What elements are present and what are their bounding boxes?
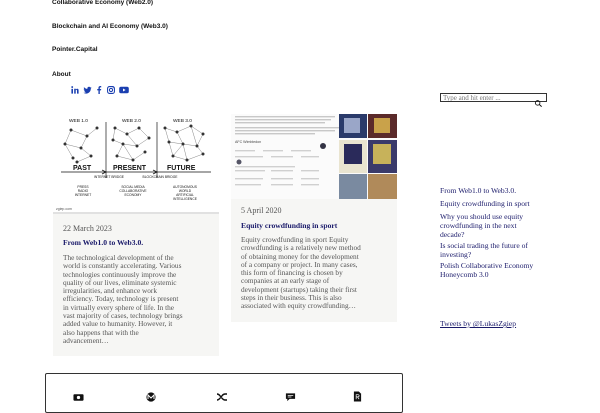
recent-post-link[interactable]: Is social trading the future of investing? xyxy=(440,241,528,259)
recent-post-link[interactable]: Polish Collaborative Economy Honeycomb 3.0 xyxy=(440,261,534,279)
menu-item-web3[interactable]: Blockchain and AI Economy (Web3.0) xyxy=(52,23,168,30)
linkedin-icon[interactable] xyxy=(71,81,79,89)
cash-icon[interactable] xyxy=(73,389,83,398)
image-bridge-1: INTERNET BRIDGE xyxy=(94,175,124,179)
post-title[interactable]: From Web1.0 to Web3.0. xyxy=(63,238,144,247)
menu-item-about[interactable]: About xyxy=(52,71,71,78)
document-icon[interactable] xyxy=(353,389,363,398)
post-date: 5 April 2020 xyxy=(241,206,282,215)
social-links xyxy=(71,81,127,89)
post-excerpt: The technological development of the world is constantly accelerating. Various technologies continuously improve the quality of our lives, eliminate systemic irregularities, and enhance work efficiency. Today, technology is present in virtually every sphere of life. In the vast majority of cases, technology brings added value to humanity. However, it also happens that with the advancement… xyxy=(63,253,183,345)
svg-text:RADIO: RADIO xyxy=(77,189,89,193)
image-era-present: PRESENT xyxy=(113,165,147,172)
monero-icon[interactable] xyxy=(146,389,156,398)
svg-text:SOCIAL MEDIA: SOCIAL MEDIA xyxy=(121,185,145,189)
crypto-icon-bar xyxy=(45,373,403,413)
post-card xyxy=(231,114,397,322)
image-era-past: PAST xyxy=(73,165,92,172)
recent-post-link[interactable]: Why you should use equity crowdfunding in the next decade? xyxy=(440,212,524,239)
image-section-label: AFC Wimbledon xyxy=(235,140,262,144)
menu-item-web2[interactable]: Collaborative Economy (Web2.0) xyxy=(52,0,154,6)
post-excerpt: Equity crowdfunding in sport Equity crowdfunding is a relatively new method of obtaining money for the development of a company or project. In many cases, this form of financing is chosen by companies at an early stage of development (startups) taking their first steps in their business. This is also associated with equity crowdfunding… xyxy=(241,235,361,311)
recent-post-link[interactable]: From Web1.0 to Web3.0. xyxy=(440,186,517,195)
post-thumbnail[interactable] xyxy=(231,114,397,199)
svg-text:INTERNET: INTERNET xyxy=(74,193,92,197)
image-header-web3: WEB 3.0 xyxy=(173,119,192,124)
tweets-link[interactable]: Tweets by @LukasZgiep xyxy=(440,319,517,328)
youtube-icon[interactable] xyxy=(119,81,127,89)
svg-text:INTELLIGENCE: INTELLIGENCE xyxy=(173,197,197,201)
image-era-future: FUTURE xyxy=(167,165,196,172)
search-form xyxy=(440,93,547,102)
svg-text:COLLABORATIVE: COLLABORATIVE xyxy=(119,189,147,193)
twitter-icon[interactable] xyxy=(83,81,91,89)
image-header-web1: WEB 1.0 xyxy=(69,119,88,124)
post-title[interactable]: Equity crowdfunding in sport xyxy=(241,221,338,230)
post-date: 22 March 2023 xyxy=(63,224,112,233)
crowdfunding-screenshot-image xyxy=(231,114,397,199)
post-thumbnail[interactable] xyxy=(53,114,219,214)
search-icon[interactable] xyxy=(534,94,543,101)
svg-text:ECONOMY: ECONOMY xyxy=(124,193,142,197)
chat-icon[interactable] xyxy=(285,389,295,398)
svg-text:AUTONOMOUS: AUTONOMOUS xyxy=(173,185,197,189)
image-brand: zgiep.com xyxy=(56,207,72,211)
svg-text:WORLD: WORLD xyxy=(178,189,192,193)
svg-text:ARTIFICIAL: ARTIFICIAL xyxy=(176,193,194,197)
image-bridge-2: BLOCKCHAIN BRIDGE xyxy=(142,175,178,179)
facebook-icon[interactable] xyxy=(95,81,103,89)
search-input[interactable] xyxy=(443,94,531,101)
web-evolution-image xyxy=(53,114,219,214)
ripple-icon[interactable] xyxy=(216,389,226,398)
image-header-web2: WEB 2.0 xyxy=(122,119,141,124)
menu-item-pointer-capital[interactable]: Pointer.Capital xyxy=(52,46,98,53)
recent-post-link[interactable]: Equity crowdfunding in sport xyxy=(440,199,530,208)
instagram-icon[interactable] xyxy=(107,81,115,89)
post-card xyxy=(53,114,219,356)
svg-text:PRESS: PRESS xyxy=(77,185,89,189)
